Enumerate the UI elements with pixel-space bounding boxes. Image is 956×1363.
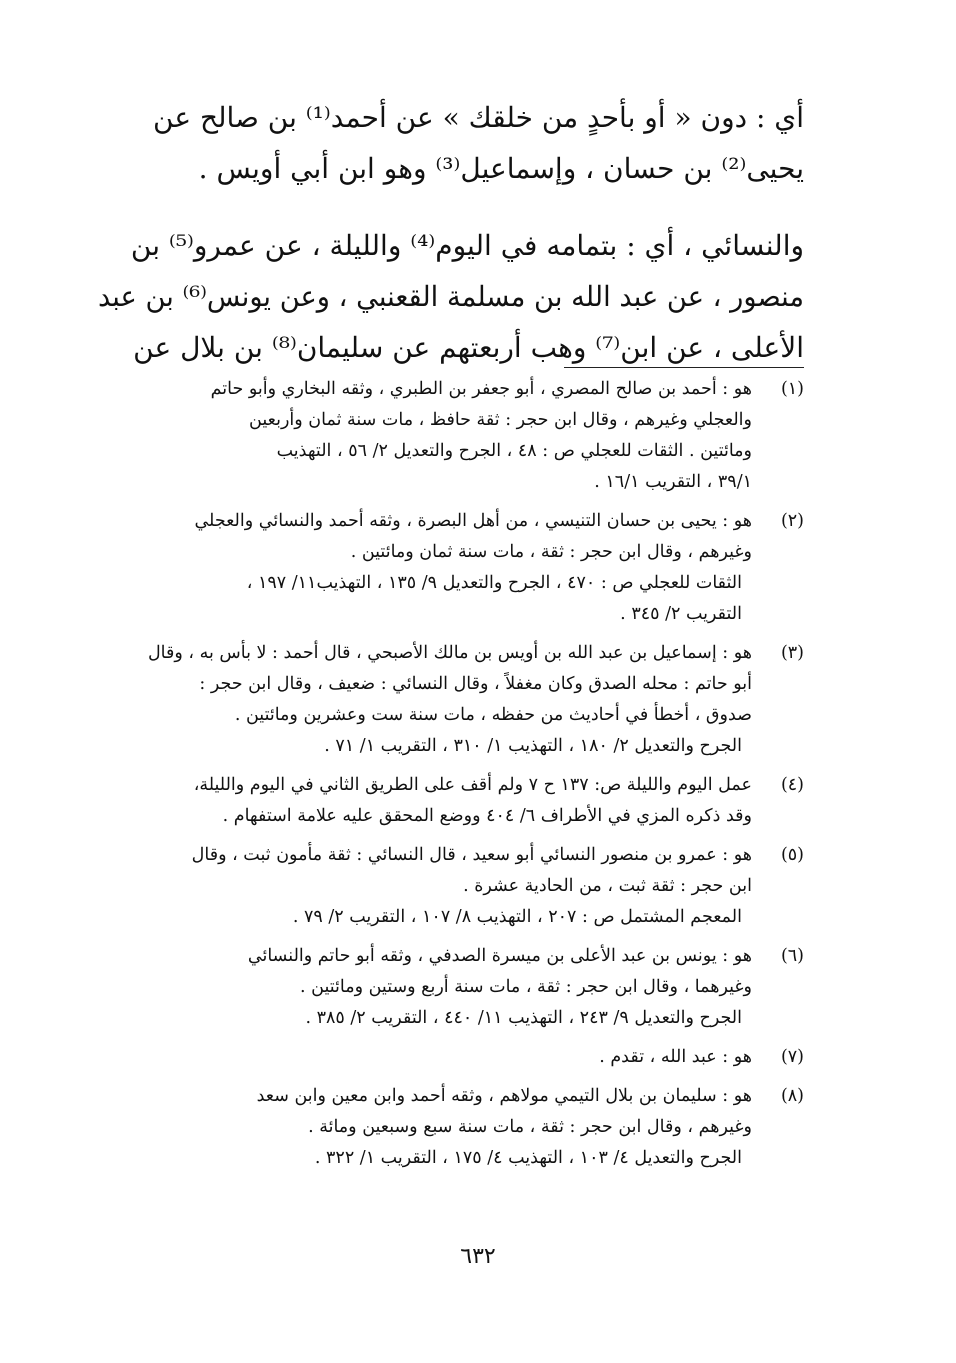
main-text	[98, 92, 804, 399]
footnote	[98, 1042, 804, 1073]
main-text-line: منصور ، عن عبد الله بن مسلمة القعنبي ، وعن يونس⁽⁶⁾ بن عبد	[97, 280, 804, 313]
main-text-line: يحيى⁽²⁾ بن حسان ، وإسماعيل⁽³⁾ وهو ابن أبي أويس .	[198, 152, 804, 185]
footnote	[98, 1081, 804, 1174]
footnote-line: وغيرهم ، وقال ابن حجر : ثقة ، مات سنة سبع وسبعين ومائة .	[308, 1117, 752, 1137]
footnote-source-line: الجرح والتعديل ٢/ ١٨٠ ، التهذيب ١/ ٣١٠ ، التقريب ١/ ٧١ .	[324, 736, 742, 756]
footnote-source-line: التقريب ٢/ ٣٤٥ .	[620, 604, 742, 624]
footnote-line: هو : يحيى بن حسان التنيسي ، من أهل البصرة ، وثقه أحمد والنسائي والعجلي	[194, 511, 752, 531]
footnote-number: (٦)	[780, 946, 804, 966]
footnote-line: وغيرهم ، وقال ابن حجر : ثقة ، مات سنة ثمان ومائتين .	[350, 542, 752, 562]
footnote-line: هو : إسماعيل بن عبد الله بن أويس بن مالك الأصبحي ، قال أحمد : لا بأس به ، وقال	[147, 643, 752, 663]
footnote-line: ومائتين . الثقات للعجلي ص : ٤٨ ، الجرح والتعديل ٢/ ٥٦ ، التهذيب	[276, 441, 752, 461]
footnote-line: والعجلي وغيرهم ، وقال ابن حجر : ثقة حافظ ، مات سنة ثمان وأربعين	[249, 410, 752, 430]
footnote-number: (٤)	[780, 775, 804, 795]
footnote-line: وقد ذكره المزي في الأطراف ٦/ ٤٠٤ ووضع المحقق عليه علامة استفهام .	[222, 806, 752, 826]
footnote-number: (١)	[780, 379, 804, 399]
footnote-source-line: المعجم المشتمل ص : ٢٠٧ ، التهذيب ٨/ ١٠٧ ، التقريب ٢/ ٧٩ .	[292, 907, 742, 927]
footnote-line: أبو حاتم : محله الصدق وكان مغفلاً ، وقال النسائي : ضعيف ، وقال ابن حجر :	[199, 674, 752, 694]
main-paragraph	[98, 220, 804, 373]
footnote-source-line: الجرح والتعديل ٤/ ١٠٣ ، التهذيب ٤/ ١٧٥ ، التقريب ١/ ٣٢٢ .	[314, 1148, 742, 1168]
footnote-line: ٣٩/١ ، التقريب ١٦/١ .	[594, 472, 752, 492]
footnote	[98, 840, 804, 933]
main-text-line: الأعلى ، عن ابن⁽⁷⁾ وهب أربعتهم عن سليمان⁽⁸⁾ بن بلال عن	[133, 331, 804, 364]
main-text-line: أي : دون « أو بأحدٍ من خلقك » عن أحمد⁽¹⁾ بن صالح عن	[153, 101, 804, 134]
footnote	[98, 638, 804, 762]
footnote-line: هو : عمرو بن منصور النسائي أبو سعيد ، قال النسائي : ثقة مأمون ثبت ، وقال	[191, 845, 752, 865]
main-paragraph	[98, 92, 804, 194]
footnote-number: (٣)	[780, 643, 804, 663]
footnote	[98, 770, 804, 832]
footnote-source-line: الثقات للعجلي ص : ٤٧٠ ، الجرح والتعديل ٩/ ١٣٥ ، التهذيب١١/ ١٩٧ ،	[246, 573, 742, 593]
main-text-line: والنسائي ، أي : بتمامه في اليوم⁽⁴⁾ والليلة ، عن عمرو⁽⁵⁾ بن	[130, 229, 804, 262]
footnote-divider	[564, 367, 804, 368]
footnote-line: هو : سليمان بن بلال التيمي مولاهم ، وثقه أحمد وابن معين وابن سعد	[256, 1086, 752, 1106]
footnote-line: هو : عبد الله ، تقدم .	[599, 1047, 752, 1067]
footnote	[98, 506, 804, 630]
footnote-number: (٧)	[780, 1047, 804, 1067]
page-number: ٦٣٢	[460, 1244, 496, 1269]
footnote	[98, 374, 804, 498]
footnote-line: عمل اليوم والليلة ص: ١٣٧ ح ٧ ولم أقف على الطريق الثاني في اليوم والليلة،	[193, 775, 752, 795]
footnote-line: هو : يونس بن عبد الأعلى بن ميسرة الصدفي ، وثقه أبو حاتم والنسائي	[247, 946, 752, 966]
footnote-number: (٥)	[780, 845, 804, 865]
footnotes	[98, 374, 804, 1182]
footnote-source-line: الجرح والتعديل ٩/ ٢٤٣ ، التهذيب ١١/ ٤٤٠ ، التقريب ٢/ ٣٨٥ .	[305, 1008, 742, 1028]
footnote-line: وغيرهما ، وقال ابن حجر : ثقة ، مات سنة أربع وستين ومائتين .	[300, 977, 752, 997]
footnote-line: ابن حجر : ثقة ثبت ، من الحادية عشرة .	[463, 876, 752, 896]
footnote-line: هو : أحمد بن صالح المصري ، أبو جعفر بن الطبري ، وثقه البخاري وأبو حاتم	[210, 379, 752, 399]
footnote-line: صدوق ، أخطأ في أحاديث من حفظه ، مات سنة ست وعشرين ومائتين .	[234, 705, 752, 725]
footnote-number: (٢)	[780, 511, 804, 531]
footnote-number: (٨)	[780, 1086, 804, 1106]
footnote	[98, 941, 804, 1034]
